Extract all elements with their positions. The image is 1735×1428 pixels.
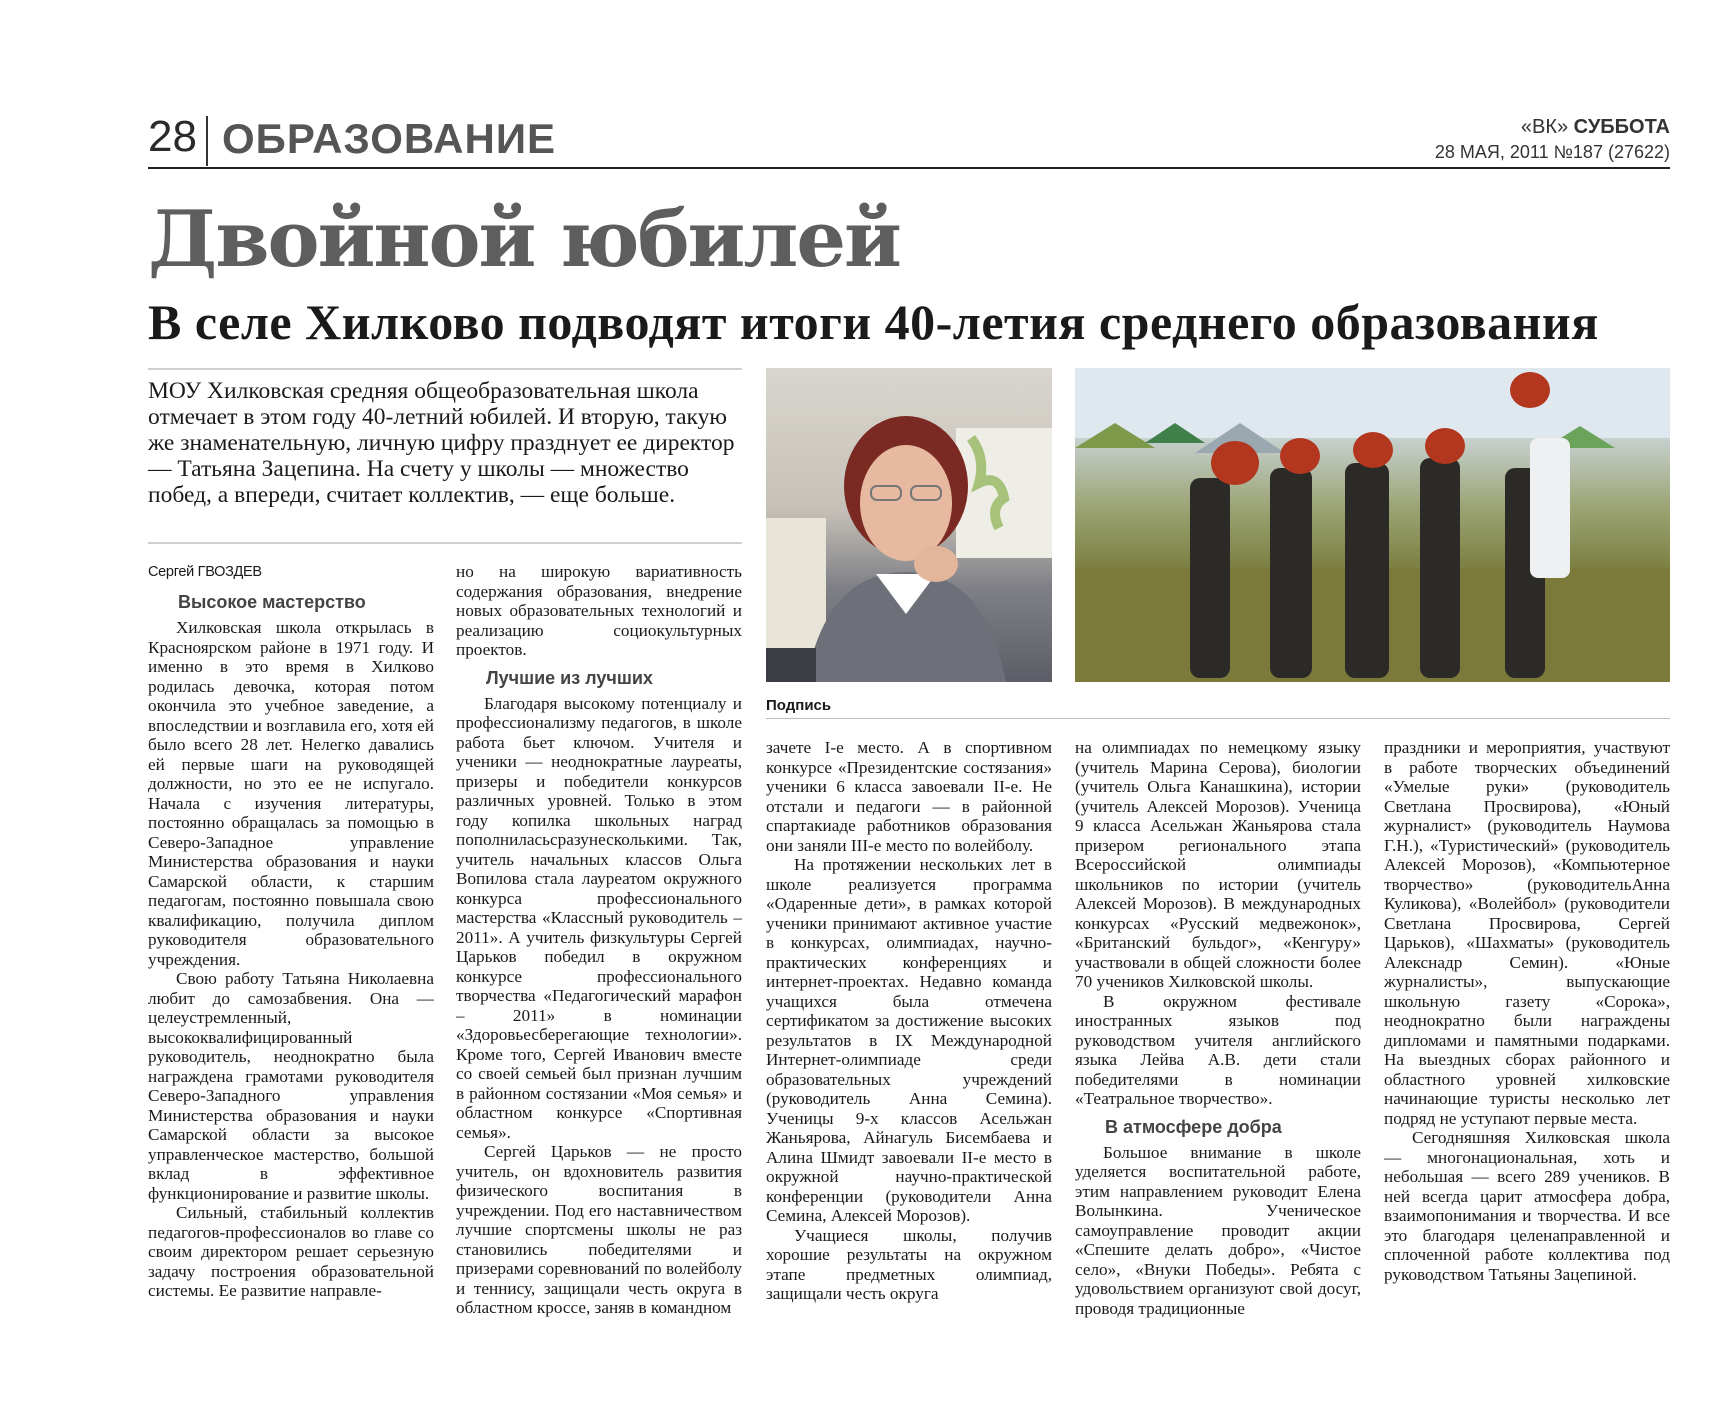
paper-name: «ВК» СУББОТА [1520, 116, 1670, 138]
section-title: ОБРАЗОВАНИЕ [222, 115, 557, 162]
masthead [1435, 114, 1670, 164]
author-byline: Сергей ГВОЗДЕВ [148, 564, 262, 580]
paragraph: праздники и мероприятия, участвуют в работе творческих объединений «Умелые руки» (руководитель Светлана Просвирова), «Юный журналист» (руководитель Наумова Г.Н.), «Туристический» (руководитель Алексей Морозов), «Компьютерное творчество» (руководительАнна Куликова), «Волейбол» (руководители Светлана Просвирова, Сергей Царьков), «Шахматы» (руководитель Алекснадр Семин). «Юные журналисты», выпускающие школьную газету «Сорока», неоднократно были награждены дипломами и памятными подарками. На выездных сборах районного и областного уровней хилковские начинающие туристы несколько лет подряд не уступают первые места. [1384, 738, 1670, 1128]
lead-top-rule [148, 368, 742, 370]
paragraph: Сильный, стабильный коллектив педагогов-профессионалов во главе со своим директором решает серьезную задачу построения образовательной системы. Ее развитие направле- [148, 1203, 434, 1300]
subheading: В атмосфере добра [1105, 1116, 1282, 1137]
article-column-4 [1075, 738, 1361, 1402]
paragraph: В окружном фестивале иностранных языков под руководством учителя английского языка Лейва А.В. дети стали победителями в номинации «Театральное творчество». [1075, 991, 1361, 1108]
page-number: 28 [148, 112, 197, 161]
issue-date: 28 МАЯ, 2011 №187 (27622) [1434, 142, 1670, 162]
paragraph: На протяжении нескольких лет в школе реализуется программа «Одаренные дети», в рамках которой ученики принимают активное участие в конкурсах, олимпиадах, научно-практических конференциях и интернет-проектах. Недавно команда учащихся была отмечена сертификатом за достижение высоких результатов в IX Международной Интернет-олимпиаде среди образовательных учреждений (руководитель Анна Семина). Ученицы 9-х классов Асельжан Жаньярова, Айнагуль Бисембаева и Алина Шмидт завоевали II-е место в окружной научно-практической конференции (руководители Анна Семина, Алексей Морозов). [766, 855, 1052, 1225]
paragraph: зачете I-е место. А в спортивном конкурсе «Президентские состязания» ученики 6 класса завоевали II-е. Не отстали и педагоги — в районной спартакиаде работников образования они заняли III-е место по волейболу. [766, 738, 1052, 855]
page-number-separator [206, 116, 208, 166]
article-lead: МОУ Хилковская средняя общеобразовательная школа отмечает в этом году 40-летний юбилей. И вторую, такую же знаменательную, личную цифру празднует ее директор — Татьяна Зацепина. На счету у школы — множество побед, а впереди, считает коллектив, — еще больше. [148, 378, 735, 508]
paragraph: Учащиеся школы, получив хорошие результаты на окружном этапе предметных олимпиад, защищали честь округа [766, 1225, 1052, 1303]
paragraph: Хилковская школа открылась в Красноярском районе в 1971 году. И именно в это время в Хилково родилась девочка, которая потом окончила это учебное заведение, а впоследствии и возглавила его, хотя ей было всего 28 лет. Нелегко давались ей первые шаги на руководящей должности, но это ее не испугало. Начала с изучения литературы, постоянно обращалась за помощью в Северо-Западное управление Министерства образования и науки Самарской области, к старшим педагогам, постоянно повышала свою квалификацию, получила диплом руководителя образовательного учреждения. [148, 618, 434, 969]
photo-caption: Подпись [766, 697, 832, 714]
header-rule [148, 167, 1670, 169]
article-column-3 [766, 738, 1052, 1402]
subheading: Высокое мастерство [178, 592, 366, 612]
paragraph: Сергей Царьков — не просто учитель, он вдохновитель развития физического воспитания в учреждении. Под его наставничеством лучшие спортсмены школы не раз становились победителями и призерами соревнований по волейболу и теннису, защищали честь округа в областном кроссе, заняв в командном [456, 1142, 742, 1317]
article-title: Двойной юбилей [148, 194, 900, 285]
photo-director [766, 368, 1052, 682]
paragraph: Сегодняшняя Хилковская школа — многонациональная, хоть и небольшая — всего 289 учеников. В ней всегда царит атмосфера добра, взаимопонимания и творчества. И все это благодаря целенаправленной и сплоченной работе коллектива под руководством Татьяны Зацепиной. [1384, 1128, 1670, 1284]
caption-rule [766, 718, 1670, 719]
lead-bottom-rule [148, 542, 742, 544]
paragraph: на олимпиадах по немецкому языку (учитель Марина Серова), биологии (учитель Ольга Канашкина), истории (учитель Алексей Морозов). Ученица 9 класса Асельжан Жаньярова стала призером регионального этапа Всероссийской олимпиады школьников по истории (учитель Алексей Морозов). В международных конкурсах «Русский медвежонок», «Британский бульдог», «Кенгуру» участвовали в общей сложности более 70 учеников Хилковской школы. [1075, 738, 1361, 991]
paragraph: Благодаря высокому потенциалу и профессионализму педагогов, в школе работа бьет ключом. Учителя и ученики — неоднократные лауреаты, призеры и победители конкурсов различных уровней. Только в этом году копилка школьных наград пополниласьсразунесколькими. Так, учитель начальных классов Ольга Вопилова стала лауреатом окружного конкурса профессионального мастерства «Классный руководитель – 2011». А учитель физкультуры Сергей Царьков победил в окружном конкурсе профессионального творчества «Педагогический марафон – 2011» в номинации «Здоровьесберегающие технологии». Кроме того, Сергей Иванович вместе со своей семьей был признан лучшим в районном состязании «Моя семья» и областном конкурсе «Спортивная семья». [456, 693, 742, 1142]
article-column-2 [456, 562, 742, 1402]
paragraph: но на широкую вариативность содержания образования, внедрение новых образовательных технологий и реализацию социокультурных проектов. [456, 562, 742, 659]
article-column-1 [148, 562, 434, 1402]
paper-day: СУББОТА [1573, 116, 1670, 138]
photo-students [1075, 368, 1670, 682]
paragraph: Свою работу Татьяна Николаевна любит до самозабвения. Она — целеустремленный, высококвалифицированный руководитель, неоднократно была награждена грамотами руководителя Северо-Западного управления Министерства образования и науки Самарской области за высокое управленческое мастерство, большой вклад в эффективное функционирование и развитие школы. [148, 969, 434, 1203]
article-subtitle: В селе Хилково подводят итоги 40-летия среднего образования [148, 294, 1599, 350]
students-illustration [1075, 368, 1670, 682]
article-column-5 [1384, 738, 1670, 1402]
subheading: Лучшие из лучших [486, 667, 653, 688]
paragraph: Большое внимание в школе уделяется воспитательной работе, этим направлением руководит Елена Волынкина. Ученическое самоуправление проводит акции «Спешите делать добро», «Чистое село», «Внуки Победы». Ребята с удовольствием организуют свой досуг, проводя традиционные [1075, 1142, 1361, 1318]
portrait-illustration [766, 368, 1052, 682]
